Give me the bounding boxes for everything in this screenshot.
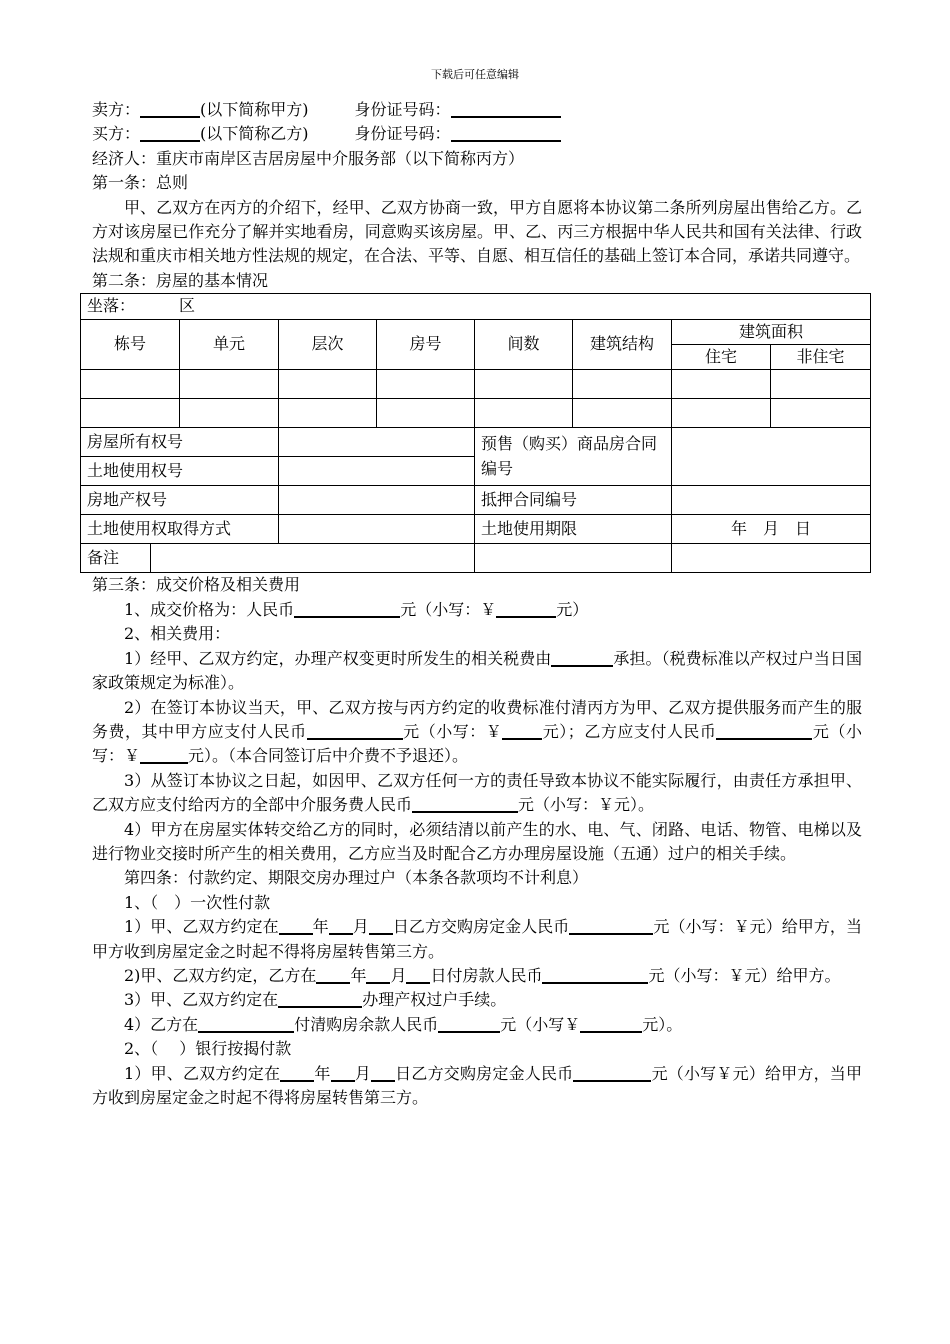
table-cell[interactable]: [573, 399, 672, 428]
remark-cell-3[interactable]: [672, 544, 871, 573]
payment-blank[interactable]: [542, 964, 648, 984]
col-non-residential: 非住宅: [771, 345, 871, 370]
article-1-title: 第一条：总则: [92, 173, 189, 193]
fee-2-text-d: 元（小写：￥: [92, 721, 862, 766]
o1-4-text-d: 元）。: [642, 1014, 683, 1034]
fee-clause-3: [92, 769, 862, 818]
table-row: [81, 399, 871, 428]
year-label: 年: [350, 965, 367, 985]
col-floor: 层次: [279, 319, 377, 370]
seller-label: 卖方：: [92, 100, 141, 119]
ownership-no-value[interactable]: [279, 428, 475, 457]
o1-2-text-b: 日付房款人民币: [430, 965, 543, 985]
year-blank[interactable]: [280, 1062, 314, 1082]
o1-1-text-c: 元）给甲方，当甲方收到房屋定金之时起不得将房屋转售第三方。: [92, 917, 862, 961]
fee-3-text-c: 元）。: [614, 795, 655, 815]
day-blank[interactable]: [369, 915, 393, 935]
year-blank[interactable]: [279, 915, 313, 935]
property-no-value[interactable]: [279, 486, 475, 515]
o1-3-text-b: 办理产权过户手续。: [362, 990, 507, 1010]
fees-title: 2、相关费用：: [124, 624, 231, 644]
page-header-note: 下载后可任意编辑: [431, 68, 519, 81]
balance-date-blank[interactable]: [198, 1013, 294, 1033]
o2-1-text-a: 1）甲、乙双方约定在: [124, 1063, 281, 1083]
table-cell[interactable]: [475, 399, 573, 428]
land-term-date[interactable]: 年 月 日: [672, 515, 871, 544]
land-use-no-value[interactable]: [279, 457, 475, 486]
agent-line: 经济人：重庆市南岸区吉居房屋中介服务部（以下简称丙方）: [92, 148, 525, 168]
seller-id-blank[interactable]: [451, 98, 561, 118]
table-cell[interactable]: [573, 370, 672, 399]
table-cell[interactable]: [377, 399, 475, 428]
location-row: [81, 294, 871, 319]
table-cell[interactable]: [279, 399, 377, 428]
land-acquire-value[interactable]: [279, 515, 475, 544]
o1-1-yuan-small: 元（小写：￥: [653, 917, 750, 937]
fee-buyer-small-blank[interactable]: [140, 744, 188, 764]
fee-2-text-b: 元（小写：￥: [402, 721, 503, 741]
price-blank[interactable]: [294, 598, 400, 618]
month-label: 月: [354, 1063, 371, 1083]
o1-1-text-b: 日乙方交购房定金人民币: [392, 917, 570, 937]
price-line: [92, 598, 862, 622]
balance-small-blank[interactable]: [580, 1013, 642, 1033]
day-blank[interactable]: [371, 1062, 395, 1082]
table-cell[interactable]: [771, 399, 871, 428]
fee-buyer-blank[interactable]: [716, 720, 812, 740]
month-blank[interactable]: [331, 1062, 355, 1082]
option-2-title: 2、（ ）银行按揭付款: [124, 1039, 292, 1059]
location-label: 坐落：: [87, 296, 136, 316]
col-unit: 单元: [180, 319, 279, 370]
article-4-title: 第四条：付款约定、期限交房办理过户（本条各款项均不计利息）: [124, 868, 589, 888]
district-label: 区: [179, 296, 196, 316]
buyer-label: 买方：: [92, 124, 141, 144]
presale-contract-value[interactable]: [672, 428, 871, 486]
month-label: 月: [390, 965, 407, 985]
option-2-clause-1: [92, 1062, 862, 1111]
deposit-blank[interactable]: [569, 915, 653, 935]
table-cell[interactable]: [475, 370, 573, 399]
mortgage-no-value[interactable]: [672, 486, 871, 515]
mortgage-deposit-blank[interactable]: [573, 1062, 651, 1082]
year-blank[interactable]: [316, 964, 350, 984]
fee-clause-4: 4）甲方在房屋实体转交给乙方的同时，必须结清以前产生的水、电、气、闭路、电话、物管、电梯以及进行物业交接时所产生的相关费用，乙方应当及时配合乙方办理房屋设施（五通）过户的相关手续。: [92, 819, 862, 863]
buyer-id-label: 身份证号码：: [354, 124, 451, 144]
option-1-title: 1、（ ）一次性付款: [124, 892, 271, 912]
option-1-clause-3: [92, 988, 862, 1012]
remark-label: 备注: [81, 544, 151, 573]
fee-2-text-a: 2）在签订本协议当天，甲、乙双方按与丙方约定的收费标准付清丙方为甲、乙双方提供服务而产生的服务费，其中甲方应支付人民币: [92, 697, 862, 741]
presale-contract-label: 预售（购买）商品房合同编号: [475, 428, 672, 486]
buyer-alias: (以下简称乙方): [200, 124, 309, 144]
table-cell[interactable]: [771, 370, 871, 399]
land-term-label: 土地使用期限: [475, 515, 672, 544]
article-2-title: 第二条：房屋的基本情况: [92, 270, 269, 290]
price-text-2: 元（小写：￥: [400, 599, 497, 619]
article-1-body: 甲、乙双方在丙方的介绍下，经甲、乙双方协商一致，甲方自愿将本协议第二条所列房屋出售给乙方。乙方对该房屋已作充分了解并实地看房，同意购买该房屋。甲、乙、丙三方根据中华人民共和国有关法律、行政法规和重庆市相关地方性法规的规定，在合法、平等、自愿、相互信任的基础上签订本合同，承诺共同遵守。: [92, 197, 862, 266]
land-use-no-label: 土地使用权号: [81, 457, 279, 486]
col-room-no: 房号: [377, 319, 475, 370]
table-cell[interactable]: [672, 370, 771, 399]
option-1-clause-2: [92, 964, 862, 988]
table-row: [81, 370, 871, 399]
o1-4-text-c: 元（小写￥: [500, 1014, 581, 1034]
fee-1-text-b: 承担。（税费标准以产权过户当日国家政策规定为标准）。: [92, 648, 862, 693]
contract-body: [87, 98, 862, 1110]
o1-2-text-a: 2)甲、乙双方约定，乙方在: [124, 965, 317, 985]
price-text-3: 元）: [556, 599, 589, 619]
fee-2-text-c: 元）；乙方应支付人民币: [542, 721, 717, 741]
o2-1-text-d: 元）给甲方，当甲方收到房屋定金之时起不得将房屋转售第三方。: [92, 1063, 862, 1107]
col-structure: 建筑结构: [573, 319, 672, 370]
fee-total-blank[interactable]: [412, 793, 518, 813]
fee-clause-2: [92, 696, 862, 769]
table-cell[interactable]: [279, 370, 377, 399]
table-cell[interactable]: [672, 399, 771, 428]
o1-3-text-a: 3）甲、乙双方约定在: [124, 990, 279, 1010]
price-small-blank[interactable]: [496, 598, 556, 618]
o1-2-yuan-small: 元（小写：￥: [648, 965, 745, 985]
o1-4-text-a: 4）乙方在: [124, 1014, 199, 1034]
price-text-1: 1、成交价格为：人民币: [124, 599, 295, 619]
property-no-label: 房地产权号: [81, 486, 279, 515]
land-acquire-label: 土地使用权取得方式: [81, 515, 279, 544]
option-1-clause-1: [92, 915, 862, 964]
month-blank[interactable]: [366, 964, 390, 984]
buyer-id-blank[interactable]: [451, 122, 561, 142]
col-building-no: 栋号: [81, 319, 180, 370]
o2-1-text-b: 日乙方交购房定金人民币: [394, 1063, 574, 1083]
remark-cell-2[interactable]: [475, 544, 672, 573]
transfer-date-blank[interactable]: [278, 988, 362, 1008]
year-label: 年: [312, 917, 329, 937]
fee-seller-blank[interactable]: [307, 720, 403, 740]
col-floor-area: 建筑面积: [672, 319, 871, 344]
ownership-no-label: 房屋所有权号: [81, 428, 279, 457]
o1-2-text-c: 元）给甲方。: [744, 965, 841, 985]
table-cell[interactable]: [81, 399, 180, 428]
o1-4-text-b: 付清购房余款人民币: [294, 1014, 439, 1034]
fee-seller-small-blank[interactable]: [502, 720, 542, 740]
day-blank[interactable]: [406, 964, 430, 984]
table-cell[interactable]: [81, 370, 180, 399]
remark-value[interactable]: [151, 544, 475, 573]
fee-clause-1: [92, 647, 862, 696]
year-label: 年: [314, 1063, 331, 1083]
month-label: 月: [352, 917, 369, 937]
fee-1-text-a: 1）经甲、乙双方约定，办理产权变更时所发生的相关税费由: [124, 648, 552, 668]
seller-id-label: 身份证号码：: [354, 100, 451, 119]
article-3-title: 第三条：成交价格及相关费用: [92, 575, 301, 595]
seller-line: [92, 98, 862, 122]
balance-blank[interactable]: [438, 1013, 500, 1033]
fee-3-text-b: 元（小写：￥: [518, 795, 615, 815]
o2-1-text-c: 元（小写￥: [651, 1063, 733, 1083]
buyer-line: [92, 122, 862, 146]
table-cell[interactable]: [377, 370, 475, 399]
col-room-count: 间数: [475, 319, 573, 370]
buyer-name-blank[interactable]: [140, 122, 200, 142]
month-blank[interactable]: [329, 915, 353, 935]
fee-2-text-e: 元）。（本合同签订后中介费不予退还）。: [188, 746, 469, 766]
mortgage-no-label: 抵押合同编号: [475, 486, 672, 515]
tax-payer-blank[interactable]: [551, 647, 613, 667]
seller-name-blank[interactable]: [140, 98, 200, 118]
col-residential: 住宅: [672, 345, 771, 370]
house-info-table: [80, 293, 871, 573]
o1-1-text-a: 1）甲、乙双方约定在: [124, 917, 279, 937]
table-cell[interactable]: [180, 370, 279, 399]
option-1-clause-4: [92, 1013, 862, 1037]
fee-3-text-a: 3）从签订本协议之日起，如因甲、乙双方任何一方的责任导致本协议不能实际履行，由责任方承担甲、乙双方应支付给丙方的全部中介服务费人民币: [92, 770, 862, 815]
seller-alias: (以下简称甲方): [200, 100, 309, 119]
table-cell[interactable]: [180, 399, 279, 428]
